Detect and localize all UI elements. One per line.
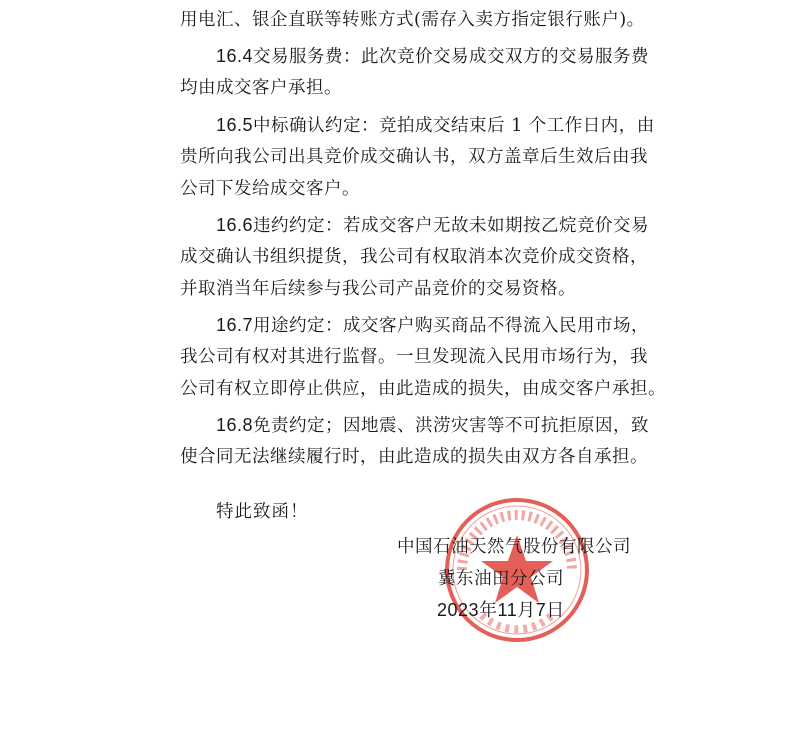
paragraph-line: 公司有权立即停止供应，由此造成的损失，由成交客户承担。	[180, 379, 666, 399]
clause-number: 16.4	[216, 46, 254, 66]
signature-company: 中国石油天然气股份有限公司	[397, 537, 631, 557]
clause-number: 16.7	[216, 315, 254, 335]
signature-branch: 冀东油田分公司	[438, 569, 564, 589]
clause-number: 16.8	[216, 415, 254, 435]
paragraph-line: 贵所向我公司出具竞价成交确认书，双方盖章后生效后由我	[180, 147, 648, 167]
paragraph-line: 公司下发给成交客户。	[180, 179, 360, 199]
paragraph-line: 成交确认书组织提货，我公司有权取消本次竞价成交资格，	[180, 247, 648, 267]
clause-16-5: 16.5中标确认约定：竞拍成交结束后 1 个工作日内，由	[216, 115, 655, 136]
clause-number: 16.5	[216, 115, 254, 135]
clause-16-7: 16.7用途约定：成交客户购买商品不得流入民用市场，	[216, 315, 650, 336]
clause-16-4: 16.4交易服务费：此次竞价交易成交双方的交易服务费	[216, 46, 650, 67]
paragraph-line: 使合同无法继续履行时，由此造成的损失由双方各自承担。	[180, 447, 648, 467]
paragraph-line: 用电汇、银企直联等转账方式(需存入卖方指定银行账户)。	[180, 10, 645, 30]
signature-date: 2023年11月7日	[437, 600, 565, 620]
closing-remark: 特此致函！	[216, 502, 309, 522]
paragraph-line: 均由成交客户承担。	[180, 78, 342, 98]
clause-number: 16.6	[216, 215, 254, 235]
clause-16-8: 16.8免责约定；因地震、洪涝灾害等不可抗拒原因，致	[216, 415, 650, 436]
paragraph-line: 我公司有权对其进行监督。一旦发现流入民用市场行为，我	[180, 347, 648, 367]
paragraph-line: 并取消当年后续参与我公司产品竞价的交易资格。	[180, 279, 576, 299]
clause-16-6: 16.6违约约定：若成交客户无故未如期按乙烷竞价交易	[216, 215, 650, 236]
